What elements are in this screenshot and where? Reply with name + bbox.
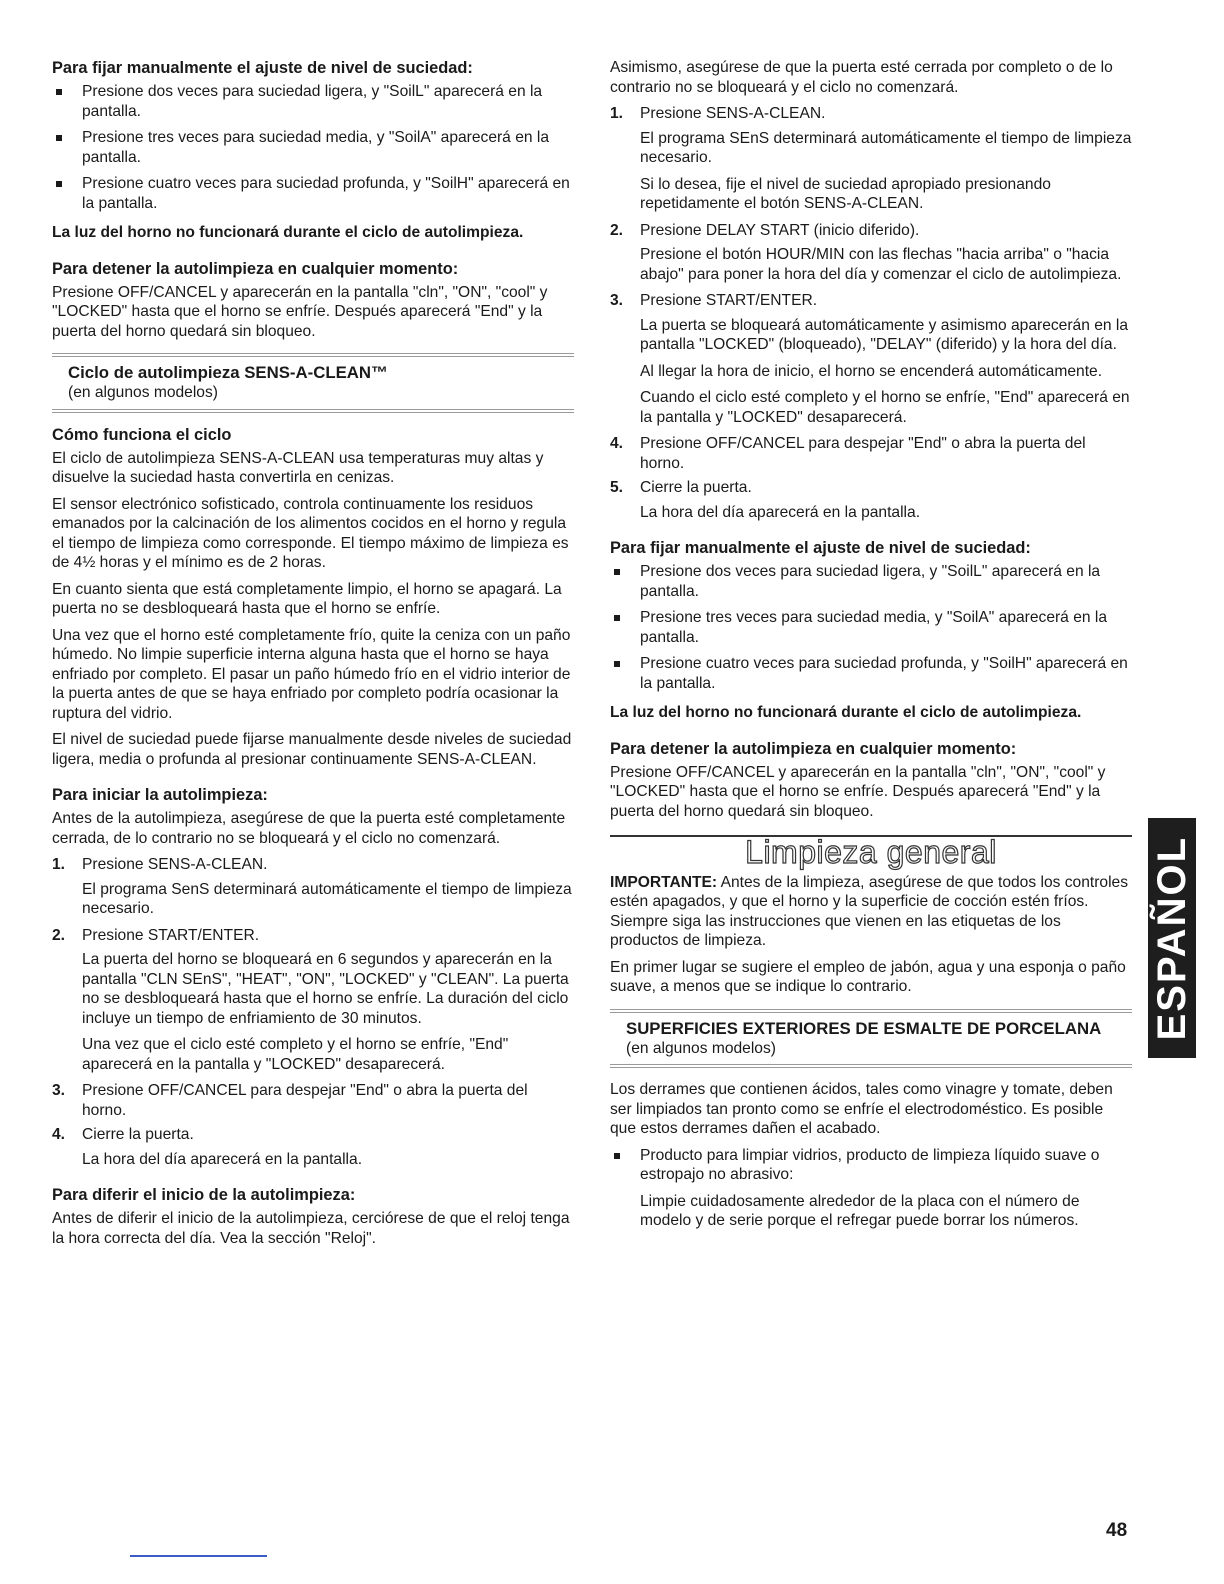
step-detail: Cuando el ciclo esté completo y el horno se enfríe, "End" aparecerá en la pantalla y "LOCKED" desaparecerá. xyxy=(640,389,1130,426)
paragraph: El nivel de suciedad puede fijarse manualmente desde niveles de suciedad ligera, media o profunda al presionar continuamente SENS-A-CLEAN. xyxy=(52,731,572,768)
language-side-tab xyxy=(1148,818,1196,1058)
left-column xyxy=(52,58,574,1255)
paragraph: Una vez que el horno esté completamente frío, quite la ceniza con un paño húmedo. No limpie superficie interna alguna hasta que el horno se haya enfriado por completo. El pasar un paño húmedo frío en el vidrio interior de la puerta antes de que se haya enfriado por completo podría ocasionar la ruptura del vidrio. xyxy=(52,626,571,722)
paragraph: El sensor electrónico sofisticado, controla continuamente los residuos emanados por la calcinación de los alimentos cocidos en el horno y regula el tiempo de limpieza como corresponde. El tiempo máximo de limpieza es de 4½ horas y el mínimo es de 2 horas. xyxy=(52,495,569,571)
list-item: Presione tres veces para suciedad media, y "SoilA" aparecerá en la pantalla. xyxy=(610,608,1132,647)
heading-start-self-clean: Para iniciar la autolimpieza: xyxy=(52,786,268,804)
list-item: Presione tres veces para suciedad media, y "SoilA" aparecerá en la pantalla. xyxy=(52,128,574,167)
step-detail: Limpie cuidadosamente alrededor de la placa con el número de modelo y de serie porque el refregar puede borrar los números. xyxy=(640,1192,1080,1229)
step-item: 5. Cierre la puerta. xyxy=(610,479,752,496)
step-detail: El programa SEnS determinará automáticamente el tiempo de limpieza necesario. xyxy=(640,129,1132,166)
list-item: Presione dos veces para suciedad ligera, y "SoilL" aparecerá en la pantalla. xyxy=(52,82,574,121)
step-detail: La puerta del horno se bloqueará en 6 segundos y aparecerán en la pantalla "CLN SEnS", "HEAT", "ON", "LOCKED" y "CLEAN". La puerta no se desbloqueará hasta que el horno se enfríe. La duración del ciclo incluye un tiempo de enfriamiento de 30 minutos. xyxy=(82,951,569,1027)
bullet-icon xyxy=(614,661,620,667)
heading-how-cycle-works: Cómo funciona el ciclo xyxy=(52,425,232,444)
step-detail: Presione el botón HOUR/MIN con las flechas "hacia arriba" o "hacia abajo" para poner la hora del día y comenzar el ciclo de autolimpieza. xyxy=(640,246,1122,283)
step-item: 4. Cierre la puerta. xyxy=(52,1126,194,1143)
paragraph: Asimismo, asegúrese de que la puerta esté cerrada por completo o de lo contrario no se bloqueará y el ciclo no comenzará. xyxy=(610,59,1113,96)
heading-manual-soil-level: Para fijar manualmente el ajuste de nivel de suciedad: xyxy=(610,539,1031,557)
paragraph: Presione OFF/CANCEL y aparecerán en la pantalla "cln", "ON", "cool" y "LOCKED" hasta que el horno se enfríe. Después aparecerá "End" y la puerta del horno quedará sin bloqueo. xyxy=(610,763,1106,820)
section-box-sens-a-clean xyxy=(52,353,574,413)
bullet-icon xyxy=(56,135,62,141)
stop-self-clean-text: Presione OFF/CANCEL y aparecerán en la pantalla "cln", "ON", "cool" y "LOCKED" hasta que el horno se enfríe. Después aparecerá "End" y la puerta del horno quedará sin bloqueo. xyxy=(52,283,548,340)
box-subtitle: (en algunos modelos) xyxy=(626,1039,776,1057)
step-item: 1. Presione SENS-A-CLEAN. xyxy=(610,105,826,122)
step-item: 3. Presione OFF/CANCEL para despejar "End" o abra la puerta del horno. xyxy=(52,1082,528,1119)
step-detail: La puerta se bloqueará automáticamente y asimismo aparecerán en la pantalla "LOCKED" (bloqueado), "DELAY" (diferido) y la hora del día. xyxy=(640,316,1129,353)
step-detail: La hora del día aparecerá en la pantalla. xyxy=(640,503,921,521)
bullet-icon xyxy=(56,89,62,95)
paragraph: Los derrames que contienen ácidos, tales como vinagre y tomate, deben ser limpiados tan pronto como se enfríe el electrodoméstico. Es posible que estos derrames dañen el acabado. xyxy=(610,1081,1113,1137)
paragraph: Antes de la autolimpieza, asegúrese de que la puerta esté completamente cerrada, de lo contrario no se bloqueará y el ciclo no comenzará. xyxy=(52,810,566,847)
step-detail: El programa SenS determinará automáticamente el tiempo de limpieza necesario. xyxy=(82,880,572,917)
list-item: Presione dos veces para suciedad ligera, y "SoilL" aparecerá en la pantalla. xyxy=(610,562,1132,601)
heading-stop-self-clean: Para detener la autolimpieza en cualquier momento: xyxy=(52,259,459,278)
right-column xyxy=(610,58,1132,1238)
heading-stop-self-clean: Para detener la autolimpieza en cualquier momento: xyxy=(610,739,1017,758)
paragraph: El ciclo de autolimpieza SENS-A-CLEAN usa temperaturas muy altas y disuelve la suciedad hasta convertirla en cenizas. xyxy=(52,449,544,486)
paragraph: En cuanto sienta que está completamente limpio, el horno se apagará. La puerta no se desbloqueará hasta que el horno se enfríe. xyxy=(52,580,562,617)
list-item: Presione cuatro veces para suciedad profunda, y "SoilH" aparecerá en la pantalla. xyxy=(52,174,574,213)
box-title: Ciclo de autolimpieza SENS-A-CLEAN™ xyxy=(68,363,388,382)
important-paragraph: IMPORTANTE: Antes de la limpieza, asegúrese de que todos los controles estén apagados, y que el horno y la superficie de cocción estén fríos. Siempre siga las instrucciones que vienen en las etiquetas de los productos de limpieza. xyxy=(610,873,1129,949)
side-tab-label: ESPAÑOL xyxy=(1149,835,1194,1041)
step-item: 2. Presione DELAY START (inicio diferido). xyxy=(610,221,920,239)
bullet-icon xyxy=(56,181,62,187)
box-title: SUPERFICIES EXTERIORES DE ESMALTE DE PORCELANA xyxy=(626,1018,1102,1038)
list-item: Producto para limpiar vidrios, producto de limpieza líquido suave o estropajo no abrasivo: xyxy=(610,1146,1132,1185)
step-detail: Si lo desea, fije el nivel de suciedad apropiado presionando repetidamente el botón SENS-A-CLEAN. xyxy=(640,175,1051,212)
step-detail: La hora del día aparecerá en la pantalla. xyxy=(82,1150,363,1168)
page-number: 48 xyxy=(1106,1520,1128,1541)
section-box-porcelain-enamel xyxy=(610,1009,1132,1069)
heading-manual-soil-level: Para fijar manualmente el ajuste de nivel de suciedad: xyxy=(52,59,473,77)
step-item: 2. Presione START/ENTER. xyxy=(52,926,260,944)
section-title-limpieza-general: Limpieza general xyxy=(745,834,997,870)
step-detail: Una vez que el ciclo esté completo y el horno se enfríe, "End" aparecerá en la pantalla y "LOCKED" desaparecerá. xyxy=(82,1036,509,1073)
bullet-icon xyxy=(614,569,620,575)
bullet-icon xyxy=(614,615,620,621)
paragraph: Antes de diferir el inicio de la autolimpieza, cerciórese de que el reloj tenga la hora correcta del día. Vea la sección "Reloj". xyxy=(52,1210,570,1247)
heading-delay-self-clean: Para diferir el inicio de la autolimpieza: xyxy=(52,1186,356,1204)
step-detail: Al llegar la hora de inicio, el horno se encenderá automáticamente. xyxy=(640,362,1103,380)
list-item: Presione cuatro veces para suciedad profunda, y "SoilH" aparecerá en la pantalla. xyxy=(610,654,1132,693)
step-item: 1. Presione SENS-A-CLEAN. xyxy=(52,856,268,873)
paragraph: En primer lugar se sugiere el empleo de jabón, agua y una esponja o paño suave, a menos que se indique lo contrario. xyxy=(610,958,1126,995)
oven-light-note: La luz del horno no funcionará durante el ciclo de autolimpieza. xyxy=(610,704,1082,721)
step-item: 4. Presione OFF/CANCEL para despejar "End" o abra la puerta del horno. xyxy=(610,435,1086,472)
bullet-icon xyxy=(614,1153,620,1159)
oven-light-note: La luz del horno no funcionará durante el ciclo de autolimpieza. xyxy=(52,224,524,241)
important-label: IMPORTANTE: xyxy=(610,873,718,891)
box-subtitle: (en algunos modelos) xyxy=(68,384,218,401)
step-item: 3. Presione START/ENTER. xyxy=(610,292,818,309)
bottom-divider xyxy=(130,1555,267,1557)
